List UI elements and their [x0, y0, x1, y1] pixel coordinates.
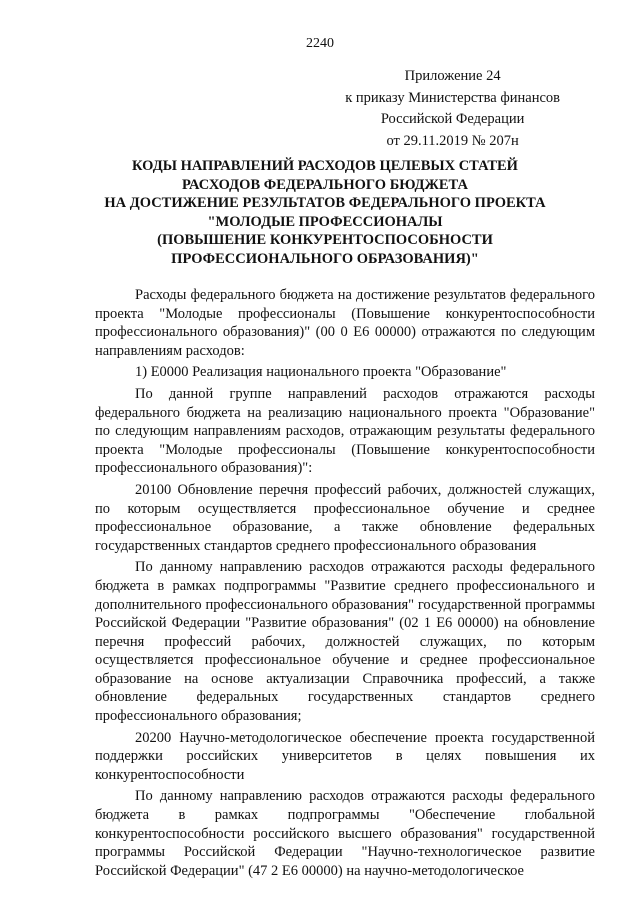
body-paragraph-intro: Расходы федерального бюджета на достижение результатов федерального проекта "Молодые профессионалы (Повышение конкурентоспособности профессионального образования)" (00 0 Е6 00000) отражаются по следующим направлениям расходов: [95, 287, 595, 359]
appendix-line: Приложение 24 [404, 68, 501, 84]
title-line: "МОЛОДЫЕ ПРОФЕССИОНАЛЫ [207, 213, 443, 230]
document-body [95, 286, 595, 880]
body-paragraph-code-20100: 20100 Обновление перечня профессий рабочих, должностей служащих, по которым осуществляется профессиональное обучение и среднее профессиональное образование, а также обновление федеральных государственных стандартов среднего профессионального образования [95, 481, 595, 554]
title-line: КОДЫ НАПРАВЛЕНИЙ РАСХОДОВ ЦЕЛЕВЫХ СТАТЕЙ [132, 158, 518, 174]
body-paragraph-section-description: По данной группе направлений расходов отражаются расходы федерального бюджета на реализацию национального проекта "Образование" по следующим направлениям расходов, отражающим результаты федерального проекта "Молодые профессионалы (Повышение конкурентоспособности профессионального образования)": [95, 385, 595, 477]
appendix-block [345, 66, 560, 152]
body-paragraph-code-20200-description: По данному направлению расходов отражаются расходы федерального бюджета в рамках подпрограммы "Обеспечение глобальной конкурентоспособности российского высшего образования" государственной программы Российской Федерации "Научно-технологическое развитие Российской Федерации" (47 2 Е6 00000) на научно-методологическое [95, 788, 595, 879]
title-line: РАСХОДОВ ФЕДЕРАЛЬНОГО БЮДЖЕТА [182, 176, 468, 193]
title-line: (ПОВЫШЕНИЕ КОНКУРЕНТОСПОСОБНОСТИ [157, 232, 493, 249]
appendix-line: от 29.11.2019 № 207н [386, 132, 519, 149]
appendix-line: Российской Федерации [380, 111, 525, 127]
document-title [95, 157, 555, 269]
appendix-line: к приказу Министерства финансов [345, 89, 560, 106]
title-line: НА ДОСТИЖЕНИЕ РЕЗУЛЬТАТОВ ФЕДЕРАЛЬНОГО ПРОЕКТА [104, 195, 546, 212]
body-paragraph-code-20200: 20200 Научно-методологическое обеспечение проекта государственной поддержки российских университетов в целях повышения их конкурентоспособности [95, 729, 595, 783]
page-number: 2240 [306, 36, 334, 51]
title-line: ПРОФЕССИОНАЛЬНОГО ОБРАЗОВАНИЯ)" [171, 250, 479, 267]
body-paragraph-code-20100-description: По данному направлению расходов отражаются расходы федерального бюджета в рамках подпрограммы "Развитие среднего профессионального и дополнительного профессионального образования" государственной программы Российской Федерации "Развитие образования" (02 1 Е6 00000) на обновление перечня профессий рабочих, должностей служащих, по которым осуществляется профессиональное обучение и среднее профессиональное образование на основе актуализации Справочника профессий, а также обновление федеральных государственных стандартов среднего профессионального образования; [95, 559, 595, 725]
body-paragraph-section-heading: 1) Е0000 Реализация национального проекта "Образование" [135, 364, 507, 381]
